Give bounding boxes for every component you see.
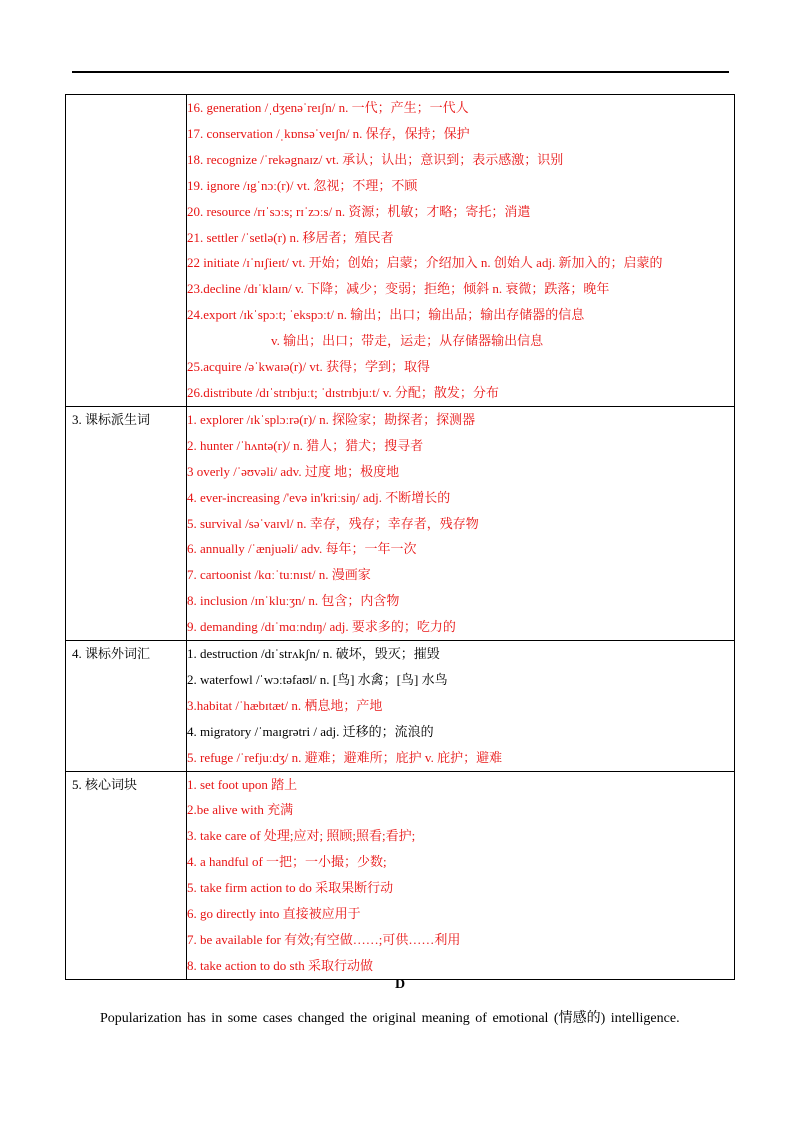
table-row bbox=[66, 406, 735, 640]
items-cell bbox=[187, 95, 735, 407]
vocab-entry: 16. generation /ˌdʒenəˈreɪʃn/ n. 一代；产生；一代人 bbox=[187, 100, 469, 115]
vocab-entry: 8. take action to do sth 采取行动做 bbox=[187, 957, 373, 973]
vocab-entry: 3 overly /ˈəʊvəli/ adv. 过度 地；极度地 bbox=[187, 463, 400, 479]
vocab-entry: 17. conservation /ˌkɒnsəˈveɪʃn/ n. 保存，保持；保护 bbox=[187, 125, 470, 141]
category-cell bbox=[66, 95, 187, 407]
category-cell bbox=[66, 771, 187, 979]
vocab-entry: 25.acquire /əˈkwaɪə(r)/ vt. 获得；学到；取得 bbox=[187, 359, 430, 375]
vocab-entry: 3. take care of 处理;应对; 照顾;照看;看护; bbox=[187, 828, 416, 844]
vocabulary-table bbox=[65, 94, 735, 980]
category-label: 3. 课标派生词 bbox=[72, 411, 151, 427]
vocab-entry: 5. survival /səˈvaɪvl/ n. 幸存，残存；幸存者，残存物 bbox=[187, 515, 479, 531]
vocab-entry: 7. be available for 有效;有空做……;可供……利用 bbox=[187, 932, 461, 947]
vocab-entry: 23.decline /dɪˈklaɪn/ v. 下降；减少；变弱；拒绝；倾斜 n. 衰微；跌落；晚年 bbox=[187, 281, 610, 297]
table-row bbox=[66, 641, 735, 772]
category-label: 4. 课标外词汇 bbox=[72, 646, 151, 662]
category-cell bbox=[66, 641, 187, 772]
vocab-entry: 18. recognize /ˈrekəgnaɪz/ vt. 承认；认出；意识到；表示感激；识别 bbox=[187, 151, 564, 167]
passage-first-line: Popularization has in some cases changed the original meaning of emotional (情感的) intelligence. bbox=[100, 1011, 680, 1026]
vocab-entry: 1. destruction /dɪˈstrʌkʃn/ n. 破坏，毁灭；摧毁 bbox=[187, 646, 440, 662]
vocab-entry: 6. go directly into 直接被应用于 bbox=[187, 906, 361, 922]
vocab-entry: 4. ever-increasing /'evə in'kriːsiŋ/ adj. 不断增长的 bbox=[187, 489, 451, 505]
vocab-entry: 19. ignore /ɪgˈnɔː(r)/ vt. 忽视；不理；不顾 bbox=[187, 177, 418, 193]
vocab-entry: 9. demanding /dɪˈmɑːndɪŋ/ adj. 要求多的；吃力的 bbox=[187, 619, 456, 635]
vocab-entry: 7. cartoonist /kɑːˈtuːnɪst/ n. 漫画家 bbox=[187, 567, 371, 583]
items-cell bbox=[187, 406, 735, 640]
header-rule bbox=[72, 71, 729, 73]
vocab-entry: 2. waterfowl /ˈwɔːtəfaʊl/ n. [鸟] 水禽；[鸟] 水鸟 bbox=[187, 671, 448, 687]
vocab-entry: 22 initiate /ɪˈnɪʃieɪt/ vt. 开始；创始；启蒙；介绍加入 n. 创始人 adj. 新加入的；启蒙的 bbox=[187, 255, 663, 271]
table-row bbox=[66, 95, 735, 407]
vocab-entry: 4. migratory /ˈmaɪgrətri / adj. 迁移的；流浪的 bbox=[187, 723, 434, 739]
category-label: 5. 核心词块 bbox=[72, 776, 138, 792]
vocab-entry: v. 输出；出口；带走，运走；从存储器输出信息 bbox=[271, 333, 544, 349]
vocab-entry: 3.habitat /ˈhæbɪtæt/ n. 栖息地；产地 bbox=[187, 697, 383, 713]
vocab-entry: 20. resource /rɪˈsɔːs; rɪˈzɔːs/ n. 资源；机敏；才略；寄托；消遣 bbox=[187, 203, 531, 219]
table-row bbox=[66, 771, 735, 979]
vocab-entry: 2.be alive with 充满 bbox=[187, 802, 294, 818]
vocab-entry: 6. annually /ˈænjuəli/ adv. 每年；一年一次 bbox=[187, 541, 417, 557]
vocab-entry: 21. settler /ˈsetlə(r) n. 移居者；殖民者 bbox=[187, 229, 394, 245]
category-cell bbox=[66, 406, 187, 640]
vocab-entry: 5. take firm action to do 采取果断行动 bbox=[187, 880, 394, 896]
vocab-entry: 5. refuge /ˈrefjuːdʒ/ n. 避难；避难所；庇护 v. 庇护；避难 bbox=[187, 749, 503, 765]
vocab-entry: 1. set foot upon 踏上 bbox=[187, 776, 298, 792]
vocab-entry: 4. a handful of 一把；一小撮；少数; bbox=[187, 854, 387, 870]
items-cell bbox=[187, 641, 735, 772]
vocab-entry: 24.export /ɪkˈspɔːt; ˈekspɔːt/ n. 输出；出口；输出品；输出存储器的信息 bbox=[187, 307, 585, 323]
vocab-entry: 26.distribute /dɪˈstrɪbjuːt; ˈdɪstrɪbjuːt/ v. 分配；散发；分布 bbox=[187, 384, 499, 400]
vocab-entry: 1. explorer /ɪkˈsplɔːrə(r)/ n. 探险家；勘探者；探测器 bbox=[187, 411, 476, 427]
vocab-entry: 2. hunter /ˈhʌntə(r)/ n. 猎人；猎犬；搜寻者 bbox=[187, 437, 424, 453]
vocab-entry: 8. inclusion /ɪnˈkluːʒn/ n. 包含；内含物 bbox=[187, 593, 400, 609]
section-heading: D bbox=[394, 977, 406, 992]
items-cell bbox=[187, 771, 735, 979]
